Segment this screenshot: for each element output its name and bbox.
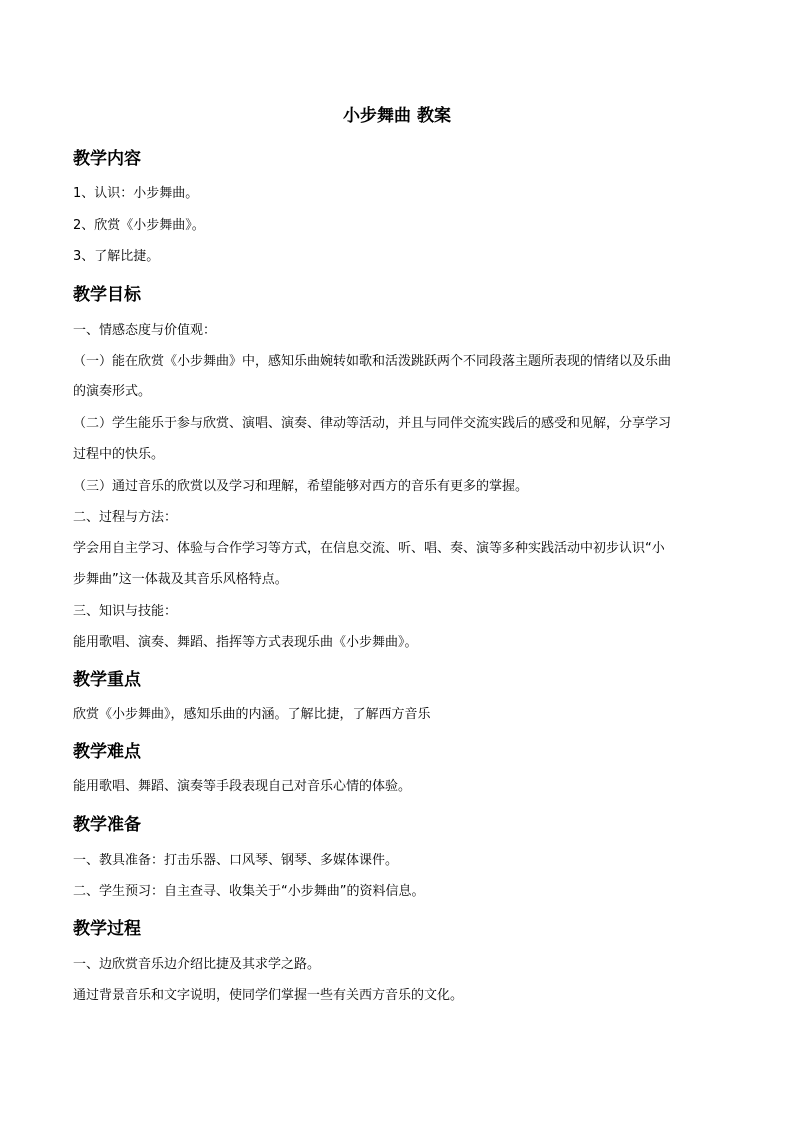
goals-line: 学会用自主学习、体验与合作学习等方式，在信息交流、听、唱、奏、演等多种实践活动中初步认识“小	[73, 541, 665, 556]
content-line: 1、认识：小步舞曲。	[73, 186, 199, 201]
goals-line: 过程中的快乐。	[73, 447, 165, 462]
goals-line: 一、情感态度与价值观：	[73, 323, 217, 338]
goals-line: （一）能在欣赏《小步舞曲》中，感知乐曲婉转如歌和活泼跳跃两个不同段落主题所表现的情绪以及乐曲	[73, 354, 672, 369]
goals-line: 能用歌唱、演奏、舞蹈、指挥等方式表现乐曲《小步舞曲》。	[73, 635, 418, 650]
process-line: 通过背景音乐和文字说明，使同学们掌握一些有关西方音乐的文化。	[73, 988, 464, 1003]
key-points-line: 欣赏《小步舞曲》，感知乐曲的内涵。了解比捷，了解西方音乐	[73, 707, 431, 722]
section-heading-difficulties: 教学难点	[73, 742, 141, 762]
goals-line: （二）学生能乐于参与欣赏、演唱、演奏、律动等活动，并且与同伴交流实践后的感受和见解，分享学习	[73, 416, 672, 431]
preparation-line: 二、学生预习：自主查寻、收集关于“小步舞曲”的资料信息。	[73, 884, 425, 899]
section-heading-process: 教学过程	[73, 919, 141, 939]
section-heading-content: 教学内容	[73, 149, 141, 169]
goals-line: 的演奏形式。	[73, 384, 152, 399]
process-line: 一、边欣赏音乐边介绍比捷及其求学之路。	[73, 957, 321, 972]
preparation-line: 一、教具准备：打击乐器、口风琴、钢琴、多媒体课件。	[73, 853, 399, 868]
goals-line: 二、过程与方法：	[73, 510, 178, 525]
content-line: 3、了解比捷。	[73, 249, 160, 264]
content-line: 2、欣赏《小步舞曲》。	[73, 218, 205, 233]
goals-line: 三、知识与技能：	[73, 604, 178, 619]
page-title: 小步舞曲 教案	[343, 106, 451, 126]
goals-line: 步舞曲”这一体裁及其音乐风格特点。	[73, 572, 288, 587]
section-heading-goals: 教学目标	[73, 285, 141, 305]
goals-line: （三）通过音乐的欣赏以及学习和理解，希望能够对西方的音乐有更多的掌握。	[73, 479, 529, 494]
difficulties-line: 能用歌唱、舞蹈、演奏等手段表现自己对音乐心情的体验。	[73, 779, 412, 794]
section-heading-key-points: 教学重点	[73, 670, 141, 690]
section-heading-preparation: 教学准备	[73, 815, 141, 835]
